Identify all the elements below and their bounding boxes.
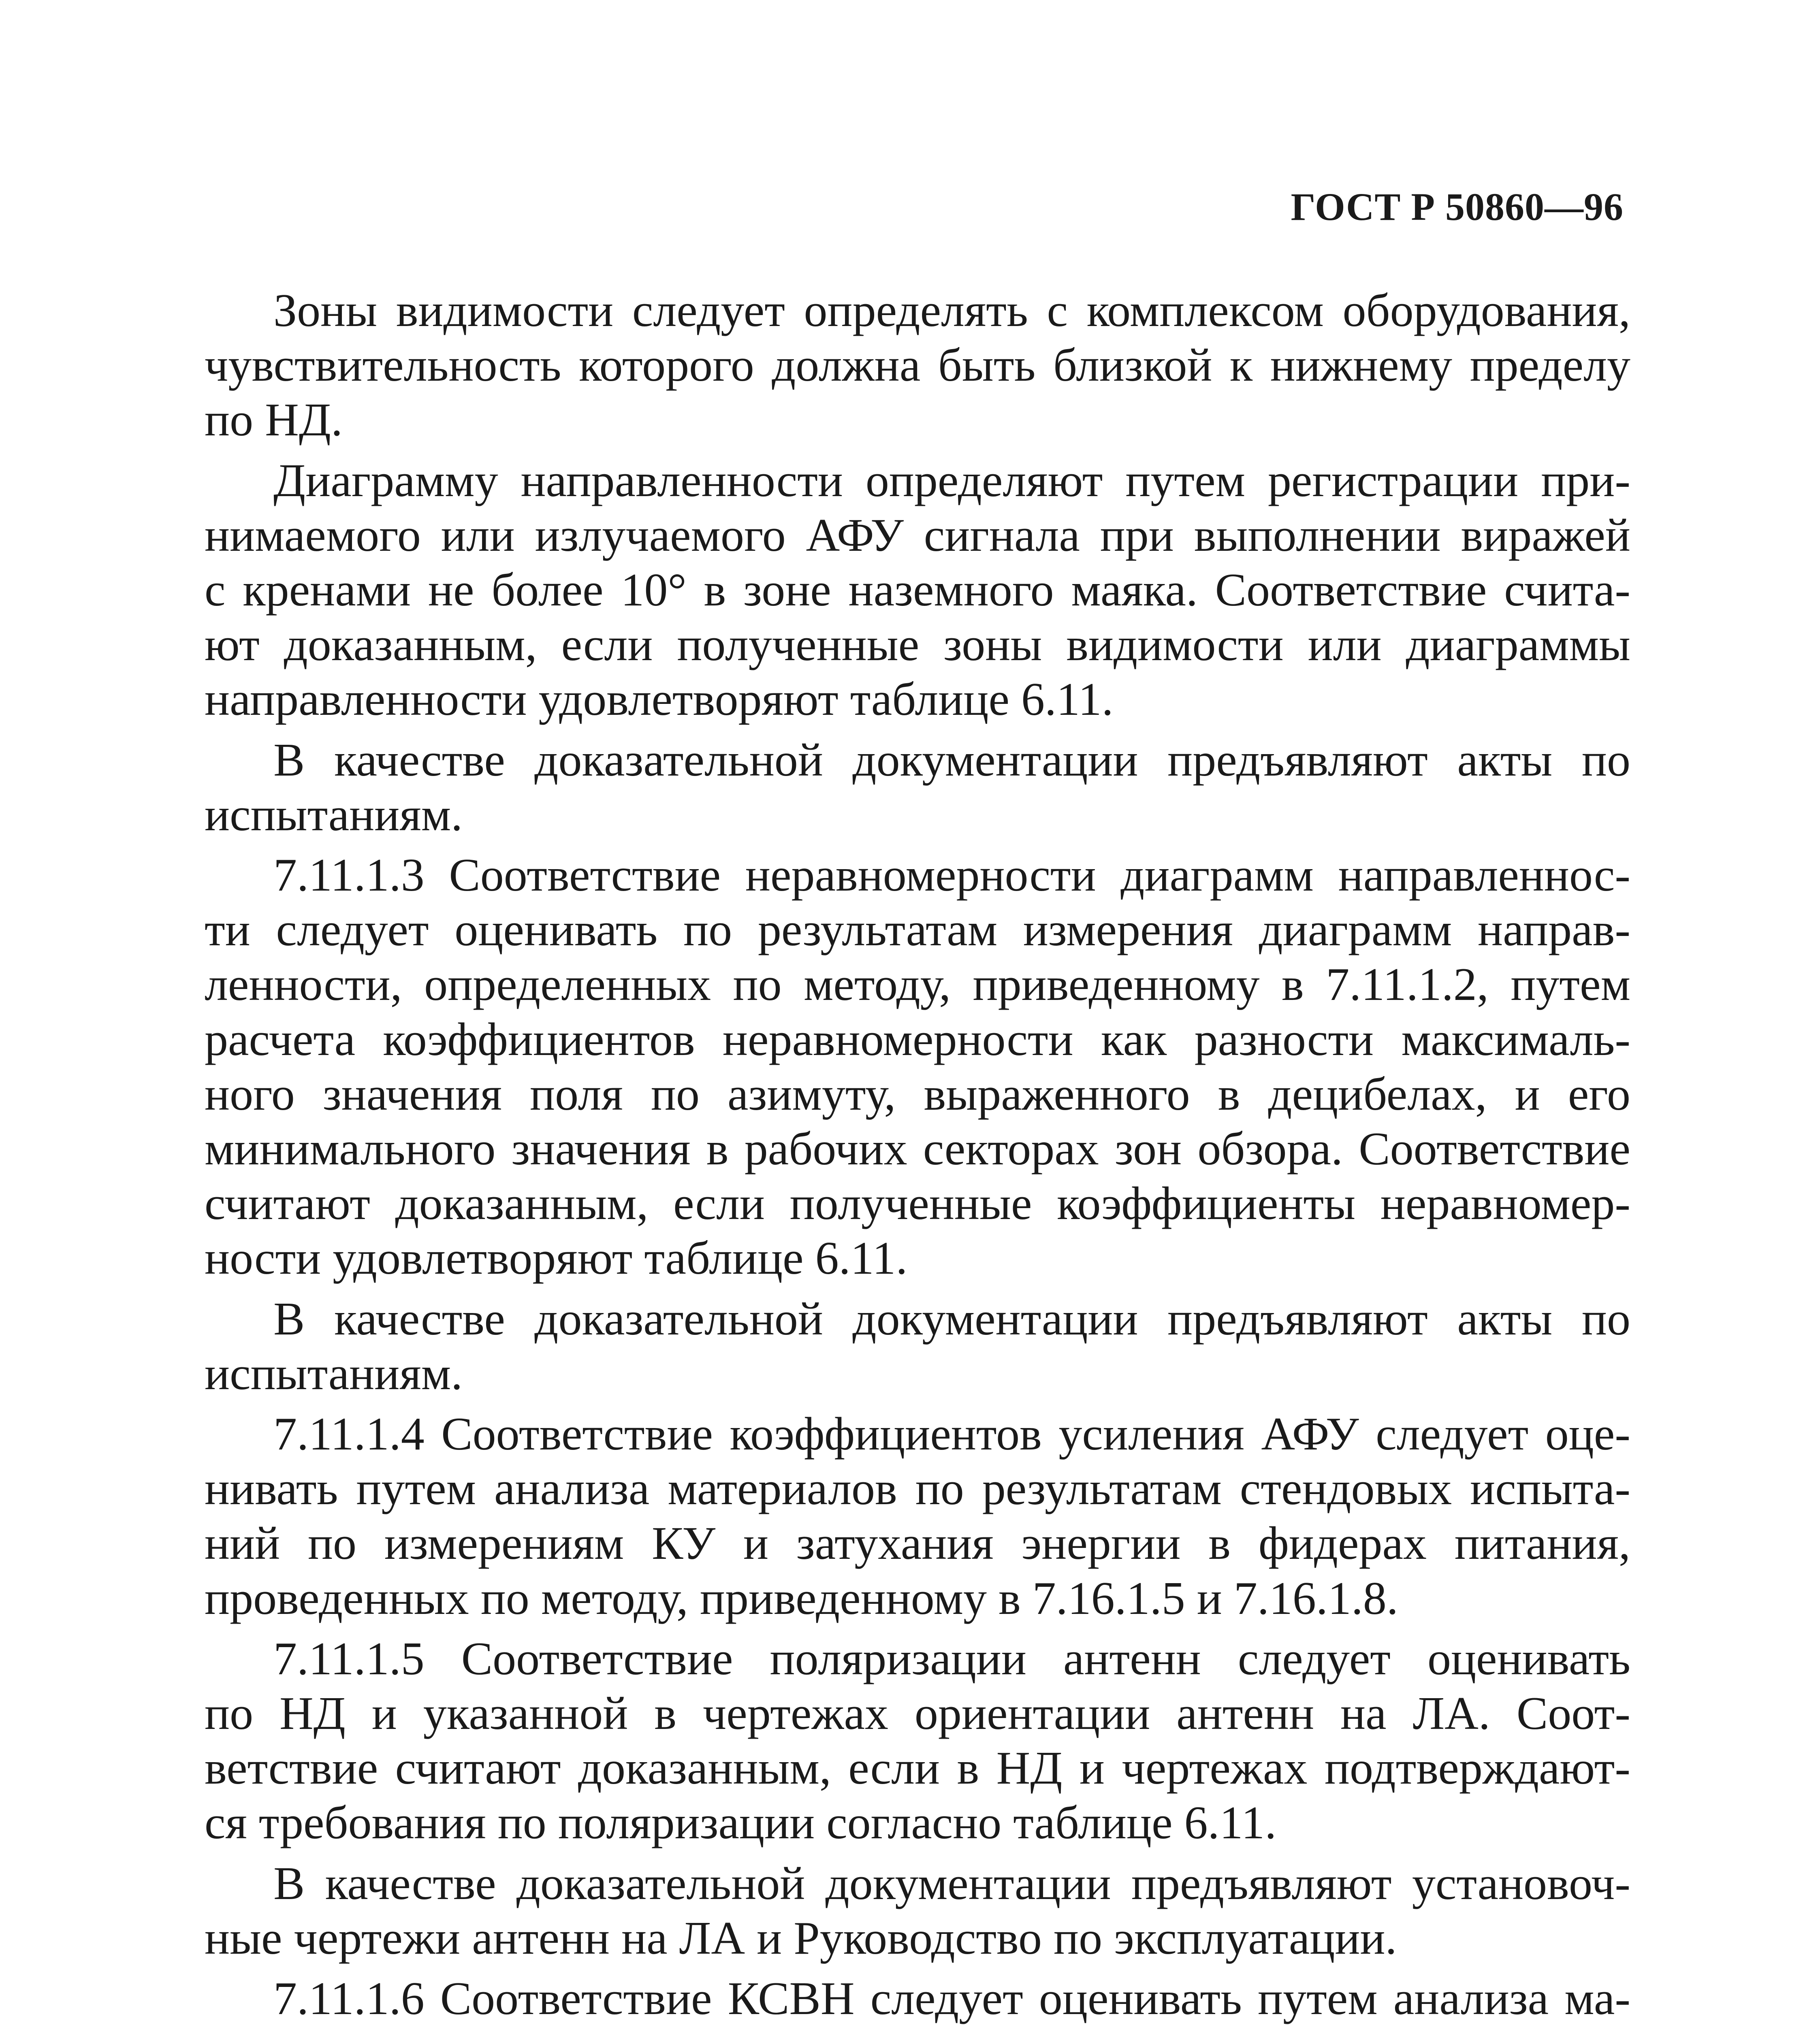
text-line: В качестве доказательной документации предъявляют акты по [273, 734, 1630, 786]
text-line: В качестве доказательной документации предъявляют установоч- [273, 1857, 1630, 1910]
paragraph-3 [205, 733, 1630, 842]
text-line: нимаемого или излучаемого АФУ сигнала при выполнении виражей [205, 509, 1630, 561]
text-line: ний по измерениям КУ и затухания энергии в фидерах питания, [205, 1518, 1630, 1570]
text-line: проведенных по методу, приведенному в 7.16.1.5 и 7.16.1.8. [205, 1572, 1398, 1624]
text-line: ся требования по поляризации согласно таблице 6.11. [205, 1797, 1277, 1849]
paragraph-7 [205, 1632, 1630, 1851]
text-line: ного значения поля по азимуту, выраженного в децибелах, и его [205, 1068, 1630, 1120]
text-line: по НД и указанной в чертежах ориентации антенн на ЛА. Соот- [205, 1688, 1630, 1740]
text-line: ленности, определенных по методу, приведенному в 7.11.1.2, путем [205, 959, 1630, 1011]
text-line: с кренами не более 10° в зоне наземного маяка. Соответствие счита- [205, 564, 1630, 616]
paragraph-9 [205, 1972, 1630, 2025]
text-line: 7.11.1.6 Соответствие КСВН следует оценивать путем анализа ма- [273, 1973, 1630, 2025]
paragraph-1 [205, 284, 1630, 448]
text-line: ют доказанным, если полученные зоны видимости или диаграммы [205, 619, 1630, 671]
paragraph-4 [205, 848, 1630, 1286]
standard-header: ГОСТ Р 50860—96 [1291, 185, 1624, 228]
text-line: чувствительность которого должна быть близкой к нижнему пределу [205, 339, 1630, 392]
text-line: считают доказанным, если полученные коэффициенты неравномер- [205, 1178, 1630, 1230]
text-line: ные чертежи антенн на ЛА и Руководство по эксплуатации. [205, 1912, 1397, 1964]
text-line: по НД. [205, 394, 343, 446]
text-line: В качестве доказательной документации предъявляют акты по [273, 1293, 1630, 1345]
paragraph-6 [205, 1407, 1630, 1626]
text-line: ти следует оценивать по результатам измерения диаграмм направ- [205, 904, 1630, 956]
text-line: расчета коэффициентов неравномерности как разности максималь- [205, 1013, 1630, 1066]
text-line: Диаграмму направленности определяют путем регистрации при- [273, 454, 1630, 507]
text-line: минимального значения в рабочих секторах зон обзора. Соответствие [205, 1123, 1630, 1175]
text-line: испытаниям. [205, 789, 463, 841]
text-line: направленности удовлетворяют таблице 6.11. [205, 674, 1114, 726]
paragraph-2 [205, 454, 1630, 727]
text-line: ветствие считают доказанным, если в НД и чертежах подтверждают- [205, 1742, 1630, 1795]
text-line: Зоны видимости следует определять с комплексом оборудования, [273, 285, 1630, 337]
text-line: нивать путем анализа материалов по результатам стендовых испыта- [205, 1463, 1630, 1515]
text-line: 7.11.1.4 Соответствие коэффициентов усиления АФУ следует оце- [273, 1408, 1630, 1460]
text-line: 7.11.1.3 Соответствие неравномерности диаграмм направленнос- [273, 849, 1630, 902]
paragraph-5 [205, 1292, 1630, 1401]
text-line: ности удовлетворяют таблице 6.11. [205, 1232, 908, 1285]
paragraph-8 [205, 1857, 1630, 1966]
text-line: испытаниям. [205, 1347, 463, 1400]
document-body [205, 284, 1630, 2025]
text-line: 7.11.1.5 Соответствие поляризации антенн следует оценивать [273, 1633, 1630, 1685]
